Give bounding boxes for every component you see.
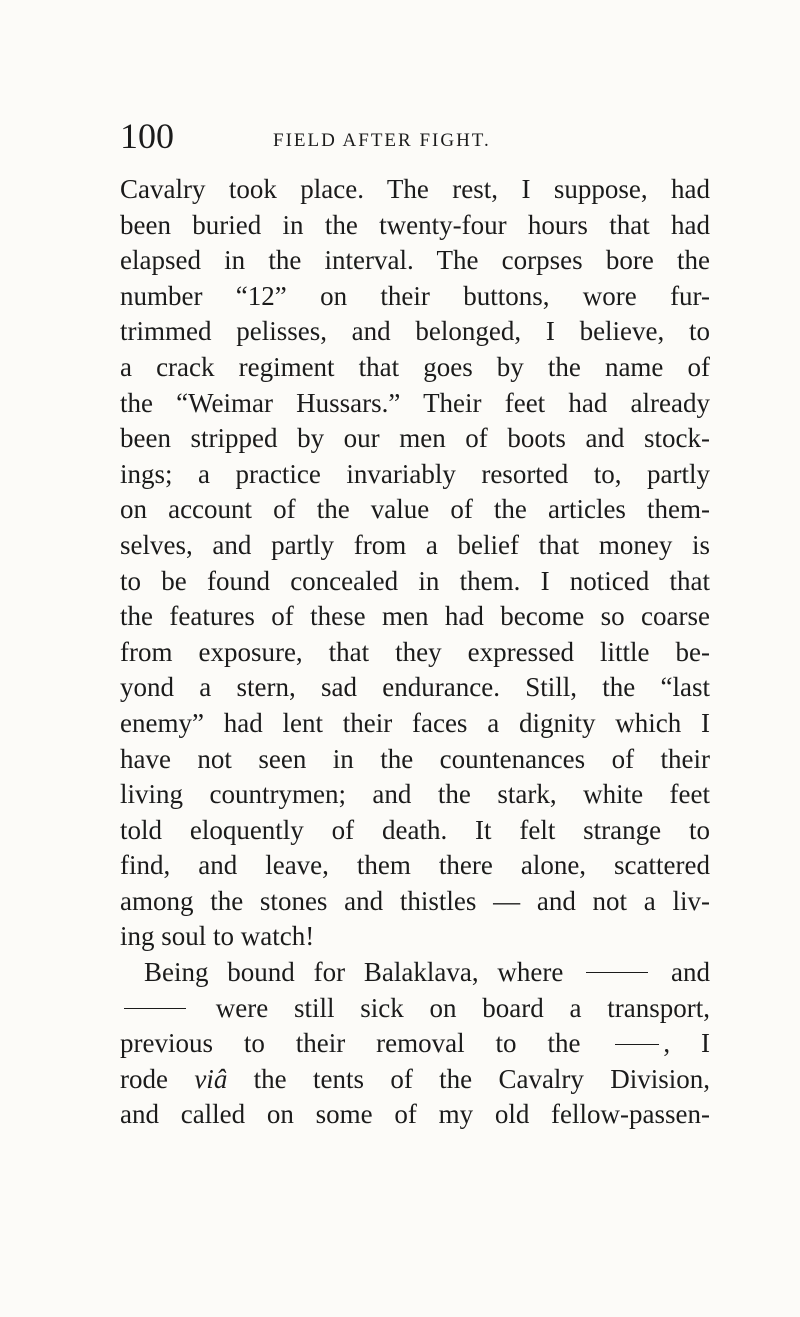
running-head: FIELD AFTER FIGHT. xyxy=(273,130,491,151)
line-segment: rode xyxy=(120,1063,168,1094)
text-line: trimmed pelisses, and belonged, I believe, to xyxy=(120,316,710,347)
book-page xyxy=(120,118,710,1133)
text-line: the “Weimar Hussars.” Their feet had already xyxy=(120,387,710,418)
blank-dash xyxy=(615,1044,659,1045)
blank-dash xyxy=(586,972,648,973)
text-line: among the stones and thistles — and not a liv- xyxy=(120,885,710,916)
text-line xyxy=(120,991,710,1027)
text-line: on account of the value of the articles them- xyxy=(120,494,710,525)
body-text xyxy=(120,172,710,1133)
text-line: ings; a practice invariably resorted to, partly xyxy=(120,458,710,489)
text-line: told eloquently of death. It felt strange to xyxy=(120,814,710,845)
text-line: from exposure, that they expressed little be- xyxy=(120,636,710,667)
text-line: yond a stern, sad endurance. Still, the “last xyxy=(120,672,710,703)
line-segment: previous to their removal to the xyxy=(120,1028,581,1059)
text-line: selves, and partly from a belief that money is xyxy=(120,529,710,560)
text-line: been stripped by our men of boots and stock- xyxy=(120,423,710,454)
text-line xyxy=(120,1026,710,1062)
text-line: Cavalry took place. The rest, I suppose, had xyxy=(120,174,710,204)
line-segment: were still sick on board a transport, xyxy=(215,992,710,1023)
text-line: number “12” on their buttons, wore fur- xyxy=(120,280,710,311)
text-line xyxy=(120,1062,710,1098)
line-segment: the tents of the Cavalry Division, xyxy=(253,1063,711,1094)
text-line: the features of these men had become so coarse xyxy=(120,601,710,632)
text-line: a crack regiment that goes by the name of xyxy=(120,351,710,382)
blank-dash xyxy=(124,1008,186,1009)
line-segment: Being bound for Balaklava, where xyxy=(144,957,564,988)
text-line: elapsed in the interval. The corpses bore the xyxy=(120,245,710,276)
page-header xyxy=(120,118,710,168)
text-line: to be found concealed in them. I noticed that xyxy=(120,565,710,596)
text-line: been buried in the twenty-four hours that had xyxy=(120,209,710,240)
text-line xyxy=(120,955,710,991)
text-line: living countrymen; and the stark, white feet xyxy=(120,779,710,810)
text-line: enemy” had lent their faces a dignity which I xyxy=(120,707,710,738)
text-line: find, and leave, them there alone, scattered xyxy=(120,850,710,881)
text-line: and called on some of my old fellow-passen- xyxy=(120,1099,710,1130)
page-number: 100 xyxy=(120,116,174,156)
text-line: ing soul to watch! xyxy=(120,921,315,952)
line-segment: and xyxy=(671,957,710,988)
text-line: have not seen in the countenances of their xyxy=(120,743,710,774)
line-segment: , I xyxy=(663,1028,710,1059)
italic-word: viâ xyxy=(194,1063,228,1094)
